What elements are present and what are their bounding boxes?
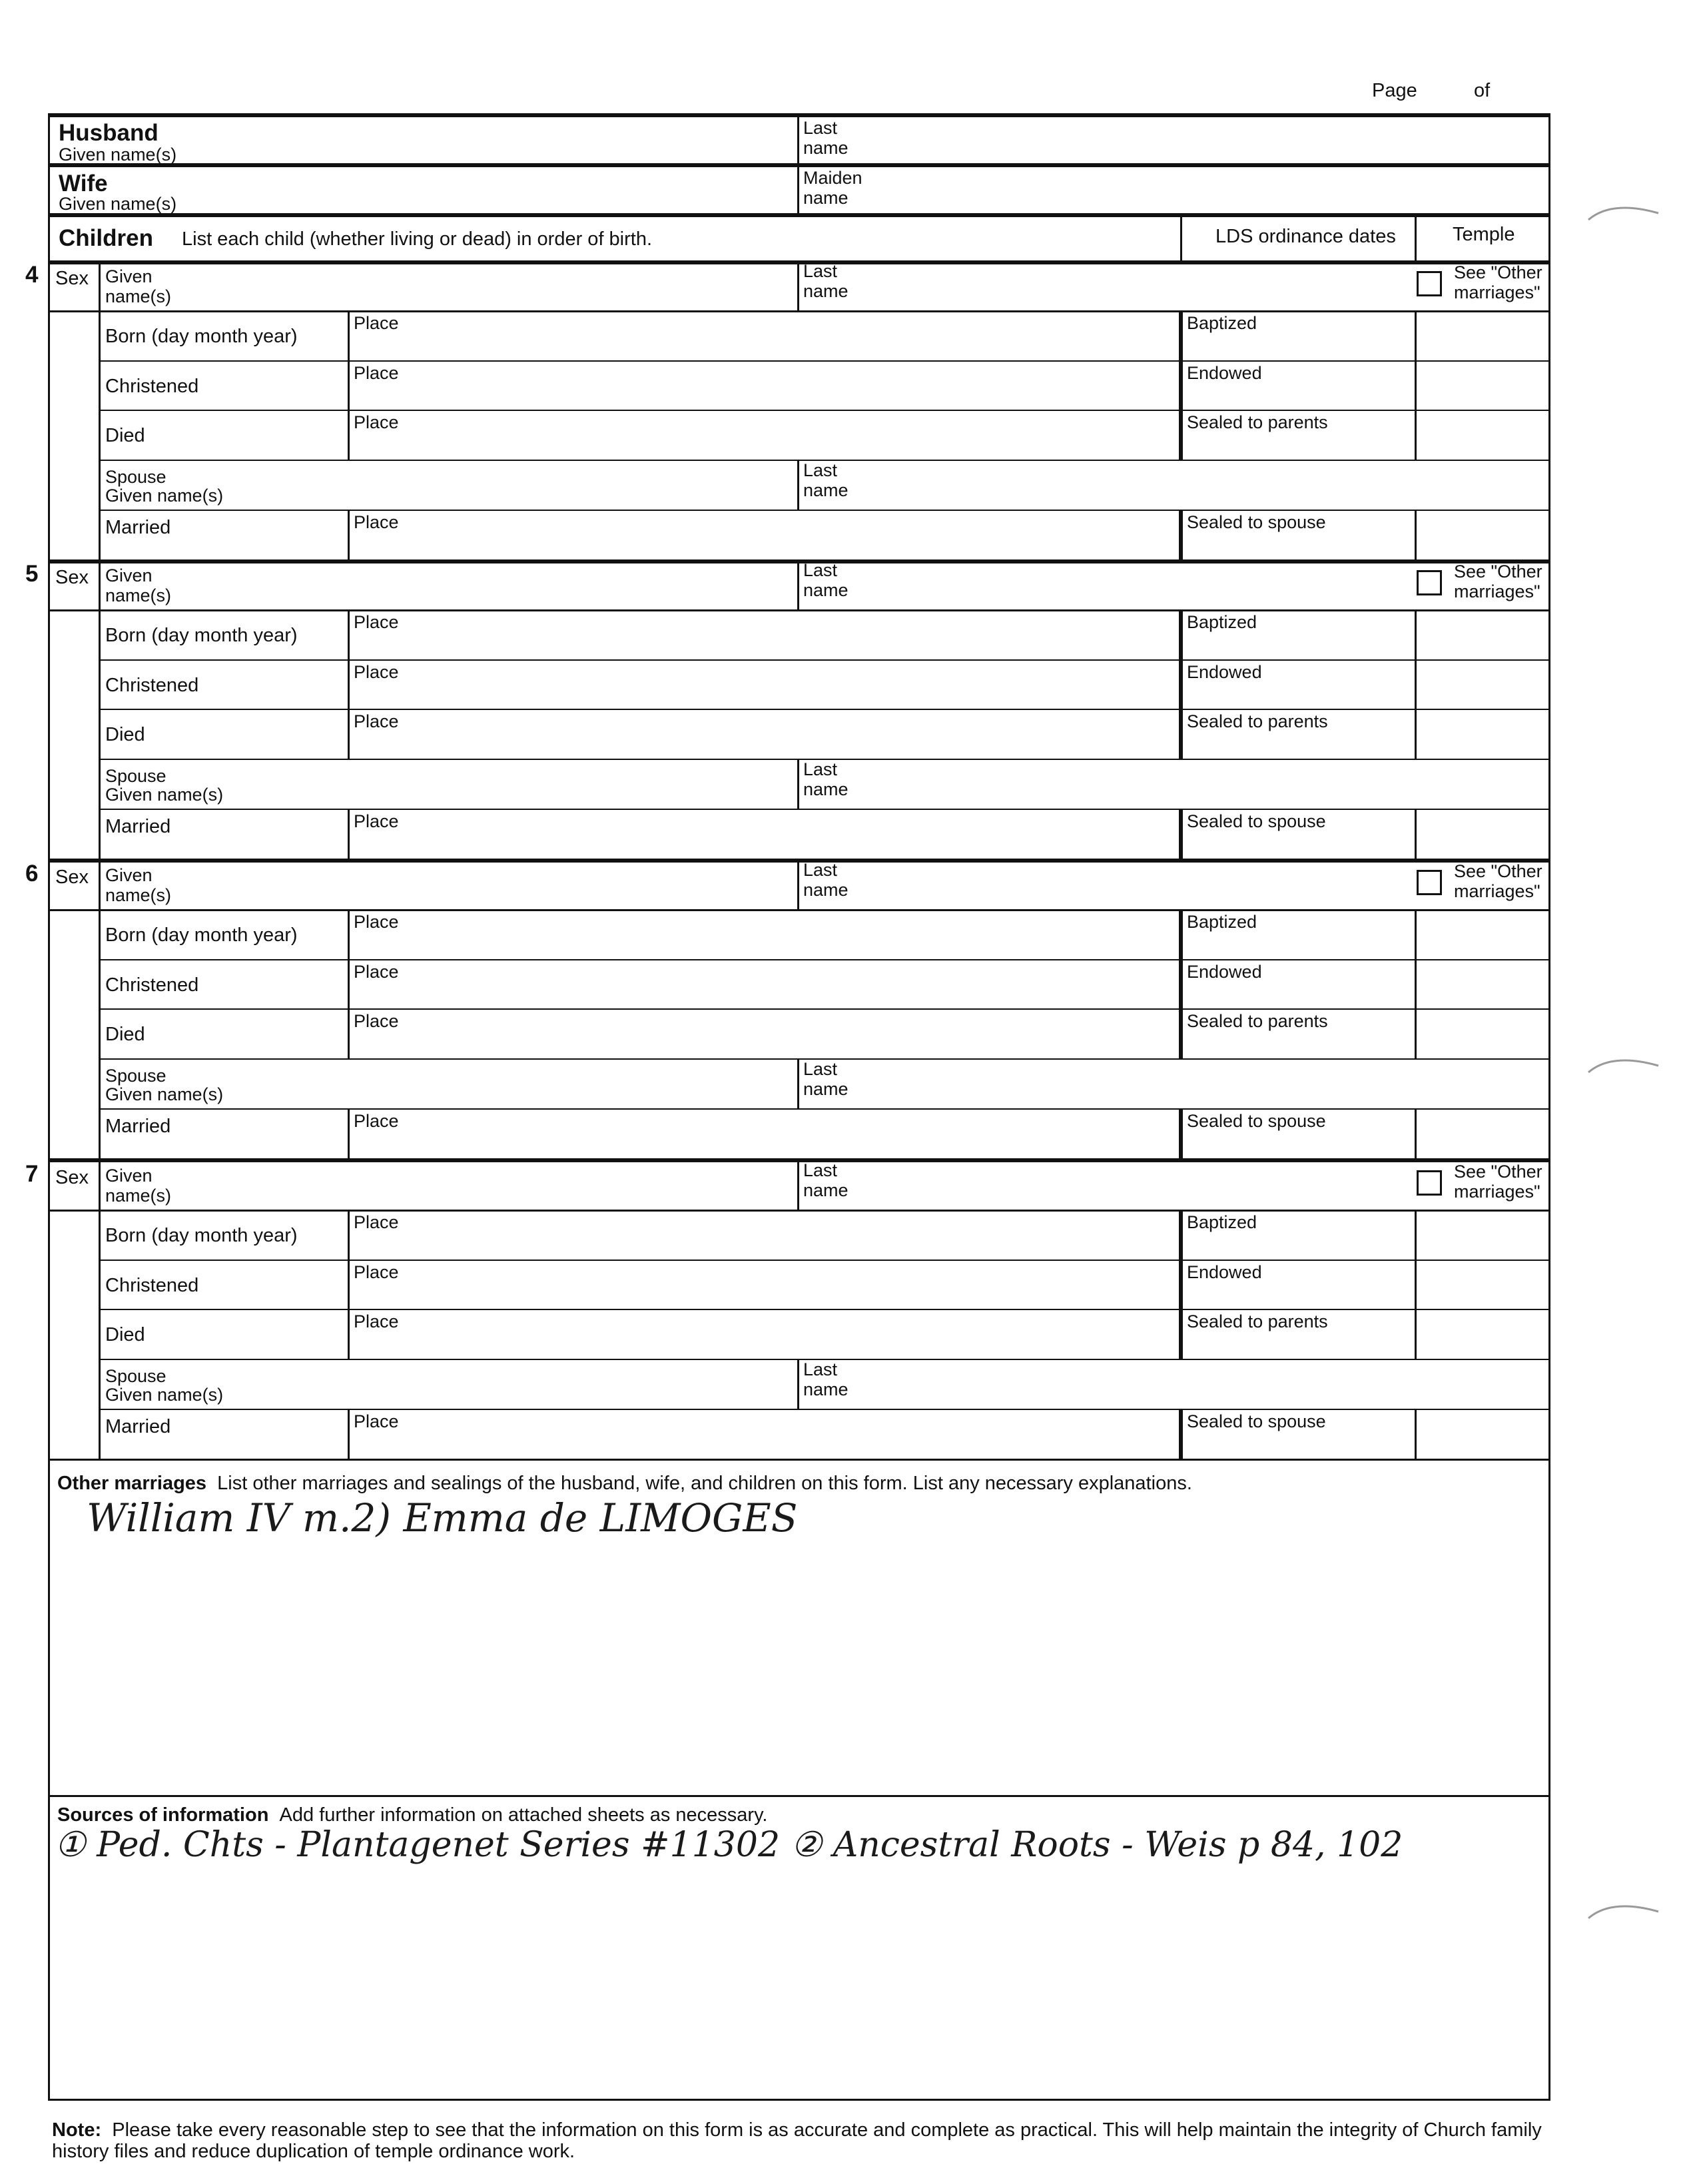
child-4-spouse-given-field[interactable] (260, 463, 793, 507)
child-5-spouse-last-field[interactable] (879, 762, 1545, 806)
child-6-last-label: Last (803, 860, 838, 880)
child-7-sealed-spouse-temple-divider (1415, 1409, 1417, 1459)
child-6-row-0-bottom (48, 909, 1548, 911)
child-6-last-name-field[interactable] (799, 860, 1399, 907)
binder-hole-mark-2 (1585, 1046, 1665, 1086)
child-6-died-place-label: Place (354, 1011, 399, 1031)
child-5-christened-label: Christened (105, 675, 199, 696)
child-4-married-lds-divider (1179, 510, 1183, 559)
child-4-spouse-label: Spouse (105, 467, 167, 487)
child-6-given-name-field[interactable] (101, 863, 794, 907)
child-7-sealed-spouse-date-field[interactable] (1184, 1432, 1411, 1456)
child-5-last-label-2: name (803, 580, 848, 600)
child-5-last-label: Last (803, 560, 838, 580)
lds-ordinance-label: LDS ordinance dates (1215, 226, 1396, 247)
binder-hole-mark-3 (1585, 1892, 1665, 1932)
child-5-christened-lds-divider (1179, 659, 1183, 709)
husband-given-label: Given name(s) (59, 145, 177, 165)
child-7-spouse-divider (797, 1359, 799, 1409)
child-4-spouse-divider (797, 460, 799, 510)
husband-last-name-field[interactable] (799, 115, 1548, 163)
wife-title: Wife (59, 171, 108, 196)
child-4-christened-row-bottom (99, 410, 1548, 411)
child-4-sealed_parents-date-field[interactable] (1184, 433, 1411, 457)
child-7-sealed-spouse-label: Sealed to spouse (1187, 1411, 1326, 1431)
child-7-born-label: Born (day month year) (105, 1225, 298, 1246)
child-6-married-label: Married (105, 1116, 171, 1137)
child-6-see-other-checkbox[interactable] (1417, 870, 1442, 895)
child-6-married-date-field[interactable] (233, 1132, 343, 1156)
child-6-married-place-field[interactable] (351, 1132, 1176, 1156)
child-5-married-date-divider (348, 809, 350, 859)
child-7-spouse-last-label: Last (803, 1359, 838, 1379)
child-6-spouse-row-bottom (99, 1108, 1548, 1110)
child-7-born-date-divider (348, 1210, 350, 1260)
children-title: Children (59, 225, 153, 251)
wife-given-label: Given name(s) (59, 194, 177, 214)
child-7-married-label: Married (105, 1416, 171, 1437)
child-7-see-other-checkbox[interactable] (1417, 1170, 1442, 1196)
other-marriages-title: Other marriages (57, 1473, 207, 1494)
child-6-born-place-label: Place (354, 912, 399, 932)
child-5-sex-divider (99, 559, 101, 609)
child-4-sealed_parents-label: Sealed to parents (1187, 412, 1328, 432)
child-6-sealed-spouse-temple-divider (1415, 1108, 1417, 1158)
child-5-born-place-field[interactable] (351, 633, 1176, 657)
child-4-died-date-field[interactable] (233, 433, 343, 457)
child-7-last-label-2: name (803, 1180, 848, 1200)
wife-name-label: name (803, 188, 848, 208)
child-5-died-date-field[interactable] (233, 732, 343, 756)
child-6-number: 6 (25, 861, 39, 887)
child-5-baptized-label: Baptized (1187, 612, 1257, 632)
child-7-sealed_parents-label: Sealed to parents (1187, 1311, 1328, 1331)
child-4-last-label-2: name (803, 281, 848, 301)
child-5-sealed-spouse-label: Sealed to spouse (1187, 811, 1326, 831)
child-4-baptized-label: Baptized (1187, 313, 1257, 333)
child-7-christened-date-divider (348, 1260, 350, 1309)
child-6-spouse-last-label-2: name (803, 1079, 848, 1099)
child-5-died-label: Died (105, 724, 145, 745)
child-6-sealed_parents-label: Sealed to parents (1187, 1011, 1328, 1031)
child-4-sealed-spouse-label: Sealed to spouse (1187, 512, 1326, 532)
child-7-born-date-field[interactable] (233, 1233, 343, 1257)
child-5-christened-row-bottom (99, 709, 1548, 710)
child-5-married-label: Married (105, 816, 171, 837)
child-5-spouse-divider (797, 759, 799, 809)
child-7-born-lds-divider (1179, 1210, 1183, 1260)
child-4-baptized-date-field[interactable] (1184, 334, 1411, 358)
child-7-endowed-temple-field[interactable] (1419, 1263, 1545, 1307)
child-4-married-date-field[interactable] (233, 533, 343, 557)
sources-heading (57, 1805, 767, 1825)
child-4-endowed-date-field[interactable] (1184, 384, 1411, 408)
child-6-born-place-field[interactable] (351, 932, 1176, 956)
child-7-block-bottom (48, 1459, 1548, 1461)
child-4-given-label-2: name(s) (105, 286, 172, 306)
child-6-married-place-label: Place (354, 1111, 399, 1131)
child-7-baptized-label: Baptized (1187, 1212, 1257, 1232)
child-7-spouse-row-bottom (99, 1409, 1548, 1410)
child-4-spouse-row-bottom (99, 510, 1548, 511)
child-6-married-date-divider (348, 1108, 350, 1158)
child-7-died-label: Died (105, 1324, 145, 1345)
child-6-sealed-spouse-date-field[interactable] (1184, 1132, 1411, 1156)
child-4-died-place-label: Place (354, 412, 399, 432)
child-7-christened-label: Christened (105, 1275, 199, 1296)
child-7-baptized-date-field[interactable] (1184, 1233, 1411, 1257)
child-4-born-date-divider (348, 310, 350, 360)
temple-header-divider (1415, 213, 1417, 262)
child-6-born-date-divider (348, 909, 350, 959)
child-6-given-label-2: name(s) (105, 885, 172, 905)
child-6-sex-label: Sex (55, 867, 89, 888)
child-4-sex-divider (99, 260, 101, 310)
child-4-baptized-temple-field[interactable] (1419, 314, 1545, 358)
other-marriages-entry[interactable]: William IV m.2) Emma de LIMOGES (87, 1495, 798, 1541)
child-6-see-other-label-2: marriages" (1454, 881, 1540, 901)
child-5-died-place-field[interactable] (351, 732, 1176, 756)
child-6-born-row-bottom (99, 959, 1548, 960)
child-5-endowed-label: Endowed (1187, 662, 1262, 682)
child-4-number: 4 (25, 262, 39, 288)
child-7-christened-lds-divider (1179, 1260, 1183, 1309)
note-line-1 (52, 2120, 1542, 2140)
child-5-christened-place-field[interactable] (351, 683, 1176, 707)
child-4-christened-lds-divider (1179, 360, 1183, 410)
child-7-see-other-label: See "Other (1454, 1162, 1542, 1182)
child-7-sealed_parents-temple-divider (1415, 1309, 1417, 1359)
child-7-married-lds-divider (1179, 1409, 1183, 1459)
child-7-spouse-given-field[interactable] (260, 1362, 793, 1406)
child-4-gutter-divider (99, 310, 101, 559)
child-4-baptized-temple-divider (1415, 310, 1417, 360)
child-5-row-0-bottom (48, 609, 1548, 611)
child-6-sealed_parents-temple-divider (1415, 1008, 1417, 1058)
child-5-endowed-date-field[interactable] (1184, 683, 1411, 707)
child-7-endowed-date-field[interactable] (1184, 1283, 1411, 1307)
child-5-see-other-label: See "Other (1454, 561, 1542, 581)
child-5-baptized-date-field[interactable] (1184, 633, 1411, 657)
child-5-married-date-field[interactable] (233, 832, 343, 856)
other-marriages-bottom (48, 1795, 1550, 1797)
child-7-baptized-temple-field[interactable] (1419, 1213, 1545, 1257)
child-5-spouse-label-2: Given name(s) (105, 785, 224, 805)
child-5-number: 5 (25, 561, 39, 587)
child-7-died-lds-divider (1179, 1309, 1183, 1359)
child-6-christened-date-field[interactable] (233, 982, 343, 1006)
child-5-born-date-field[interactable] (233, 633, 343, 657)
child-5-sealed_parents-date-field[interactable] (1184, 732, 1411, 756)
binder-hole-mark-1 (1585, 193, 1665, 233)
child-4-endowed-label: Endowed (1187, 363, 1262, 383)
child-6-sealed_parents-temple-field[interactable] (1419, 1012, 1545, 1056)
child-5-spouse-last-label: Last (803, 759, 838, 779)
child-4-born-place-field[interactable] (351, 334, 1176, 358)
child-4-given-name-field[interactable] (101, 264, 794, 308)
child-4-sex-label: Sex (55, 268, 89, 289)
child-6-born-date-field[interactable] (233, 932, 343, 956)
child-6-endowed-label: Endowed (1187, 962, 1262, 982)
child-7-married-place-label: Place (354, 1411, 399, 1431)
child-5-sealed-spouse-date-field[interactable] (1184, 832, 1411, 856)
lds-header-divider (1180, 213, 1182, 262)
child-5-given-label: Given (105, 565, 153, 585)
child-6-christened-place-field[interactable] (351, 982, 1176, 1006)
child-7-spouse-label-2: Given name(s) (105, 1385, 224, 1405)
child-7-number: 7 (25, 1161, 39, 1187)
child-6-christened-lds-divider (1179, 959, 1183, 1008)
child-6-born-lds-divider (1179, 909, 1183, 959)
child-4-spouse-label-2: Given name(s) (105, 486, 224, 506)
child-4-christened-place-field[interactable] (351, 384, 1176, 408)
child-4-endowed-temple-field[interactable] (1419, 364, 1545, 408)
child-5-spouse-last-label-2: name (803, 779, 848, 799)
child-4-row-0-bottom (48, 310, 1548, 312)
child-7-given-name-field[interactable] (101, 1163, 794, 1207)
children-instruction: List each child (whether living or dead) in order of birth. (182, 228, 653, 250)
form-right-border (1548, 113, 1550, 2100)
child-5-see-other-label-2: marriages" (1454, 581, 1540, 601)
husband-given-name-field[interactable] (50, 115, 796, 163)
child-7-born-place-field[interactable] (351, 1233, 1176, 1257)
child-5-christened-date-divider (348, 659, 350, 709)
child-5-sealed_parents-temple-divider (1415, 709, 1417, 759)
wife-bottom-border (48, 213, 1550, 217)
child-6-died-date-divider (348, 1008, 350, 1058)
child-4-born-date-field[interactable] (233, 334, 343, 358)
child-4-born-place-label: Place (354, 313, 399, 333)
child-4-see-other-label: See "Other (1454, 262, 1542, 282)
husband-title: Husband (59, 120, 159, 146)
child-4-sealed-spouse-temple-divider (1415, 510, 1417, 559)
child-7-endowed-temple-divider (1415, 1260, 1417, 1309)
child-4-died-place-field[interactable] (351, 433, 1176, 457)
child-4-sealed-spouse-temple-field[interactable] (1419, 513, 1545, 557)
child-7-last-name-field[interactable] (799, 1160, 1399, 1207)
child-5-gutter-divider (99, 609, 101, 859)
child-7-sealed_parents-temple-field[interactable] (1419, 1312, 1545, 1356)
child-5-spouse-given-field[interactable] (260, 762, 793, 806)
child-4-married-place-field[interactable] (351, 533, 1176, 557)
wife-maiden-label: Maiden (803, 168, 862, 188)
child-7-died-date-field[interactable] (233, 1332, 343, 1356)
child-4-endowed-temple-divider (1415, 360, 1417, 410)
child-7-endowed-label: Endowed (1187, 1262, 1262, 1282)
child-5-given-label-2: name(s) (105, 585, 172, 605)
child-7-christened-row-bottom (99, 1309, 1548, 1310)
child-5-given-name-field[interactable] (101, 563, 794, 607)
child-5-married-place-field[interactable] (351, 832, 1176, 856)
child-7-born-place-label: Place (354, 1212, 399, 1232)
child-5-died-lds-divider (1179, 709, 1183, 759)
temple-label: Temple (1453, 224, 1515, 245)
wife-maiden-name-field[interactable] (799, 167, 1548, 213)
child-4-died-label: Died (105, 425, 145, 446)
child-6-spouse-label-2: Given name(s) (105, 1084, 224, 1104)
page-label: Page (1372, 80, 1417, 101)
child-5-endowed-temple-divider (1415, 659, 1417, 709)
child-7-spouse-last-field[interactable] (879, 1362, 1545, 1406)
child-4-married-place-label: Place (354, 512, 399, 532)
child-6-spouse-divider (797, 1058, 799, 1108)
child-6-spouse-last-field[interactable] (879, 1062, 1545, 1106)
child-4-born-lds-divider (1179, 310, 1183, 360)
child-7-died-place-field[interactable] (351, 1332, 1176, 1356)
child-4-married-date-divider (348, 510, 350, 559)
child-5-sex-label: Sex (55, 567, 89, 588)
child-4-christened-date-field[interactable] (233, 384, 343, 408)
child-6-endowed-temple-field[interactable] (1419, 962, 1545, 1006)
child-4-christened-date-divider (348, 360, 350, 410)
child-4-last-label: Last (803, 261, 838, 281)
child-6-died-lds-divider (1179, 1008, 1183, 1058)
child-4-sealed_parents-temple-divider (1415, 410, 1417, 460)
child-6-gutter-divider (99, 909, 101, 1158)
child-7-married-date-divider (348, 1409, 350, 1459)
child-6-christened-place-label: Place (354, 962, 399, 982)
child-6-died-label: Died (105, 1024, 145, 1045)
child-7-sex-divider (99, 1160, 101, 1210)
child-5-born-row-bottom (99, 659, 1548, 661)
child-7-gutter-divider (99, 1210, 101, 1459)
child-7-born-row-bottom (99, 1260, 1548, 1261)
child-4-born-label: Born (day month year) (105, 326, 298, 347)
child-5-married-place-label: Place (354, 811, 399, 831)
child-6-baptized-label: Baptized (1187, 912, 1257, 932)
child-5-sealed-spouse-temple-field[interactable] (1419, 812, 1545, 856)
note-text-2: history files and reduce duplication of temple ordinance work. (52, 2141, 575, 2162)
form-bottom-border (48, 2099, 1550, 2101)
sources-instruction: Add further information on attached sheets as necessary. (279, 1804, 768, 1826)
child-4-sealed_parents-temple-field[interactable] (1419, 413, 1545, 457)
wife-given-name-field[interactable] (50, 167, 796, 213)
child-6-sex-divider (99, 859, 101, 909)
child-5-born-place-label: Place (354, 612, 399, 632)
child-6-spouse-given-field[interactable] (260, 1062, 793, 1106)
child-5-endowed-temple-field[interactable] (1419, 663, 1545, 707)
note-text-1: Please take every reasonable step to see that the information on this form is as accurate and complete as practical. This will help maintain the integrity of Church family (112, 2119, 1542, 2141)
child-4-given-label: Given (105, 266, 153, 286)
child-6-spouse-last-label: Last (803, 1059, 838, 1079)
child-5-died-date-divider (348, 709, 350, 759)
child-7-see-other-label-2: marriages" (1454, 1182, 1540, 1202)
other-marriages-heading (57, 1473, 1192, 1493)
child-5-last-name-field[interactable] (799, 560, 1399, 607)
child-4-died-lds-divider (1179, 410, 1183, 460)
child-7-sex-label: Sex (55, 1167, 89, 1188)
child-4-born-row-bottom (99, 360, 1548, 362)
child-6-born-label: Born (day month year) (105, 924, 298, 946)
child-6-baptized-temple-divider (1415, 909, 1417, 959)
note-title: Note: (52, 2119, 102, 2141)
child-5-see-other-checkbox[interactable] (1417, 570, 1442, 595)
child-4-christened-place-label: Place (354, 363, 399, 383)
child-6-married-lds-divider (1179, 1108, 1183, 1158)
child-7-given-label-2: name(s) (105, 1186, 172, 1206)
child-7-last-label: Last (803, 1160, 838, 1180)
child-5-died-place-label: Place (354, 711, 399, 731)
child-7-married-place-field[interactable] (351, 1432, 1176, 1456)
child-7-christened-place-field[interactable] (351, 1283, 1176, 1307)
child-6-died-place-field[interactable] (351, 1032, 1176, 1056)
child-6-died-date-field[interactable] (233, 1032, 343, 1056)
child-7-christened-place-label: Place (354, 1262, 399, 1282)
child-6-given-label: Given (105, 865, 153, 885)
child-4-christened-label: Christened (105, 376, 199, 397)
child-5-baptized-temple-divider (1415, 609, 1417, 659)
child-5-spouse-row-bottom (99, 809, 1548, 810)
child-5-baptized-temple-field[interactable] (1419, 613, 1545, 657)
child-6-sealed-spouse-temple-field[interactable] (1419, 1112, 1545, 1156)
child-7-row-0-bottom (48, 1210, 1548, 1212)
child-4-married-label: Married (105, 517, 171, 538)
child-5-born-lds-divider (1179, 609, 1183, 659)
child-7-married-date-field[interactable] (233, 1432, 343, 1456)
child-5-christened-date-field[interactable] (233, 683, 343, 707)
child-5-sealed_parents-label: Sealed to parents (1187, 711, 1328, 731)
child-5-married-lds-divider (1179, 809, 1183, 859)
child-7-died-date-divider (348, 1309, 350, 1359)
child-7-sealed-spouse-temple-field[interactable] (1419, 1412, 1545, 1456)
sources-entry[interactable]: ① Ped. Chts - Plantagenet Series #11302 ② Ancestral Roots - Weis p 84, 102 (55, 1825, 1403, 1865)
child-5-sealed_parents-temple-field[interactable] (1419, 712, 1545, 756)
child-4-last-name-field[interactable] (799, 261, 1399, 308)
child-6-christened-label: Christened (105, 974, 199, 996)
child-5-spouse-label: Spouse (105, 766, 167, 786)
child-7-christened-date-field[interactable] (233, 1283, 343, 1307)
child-6-endowed-temple-divider (1415, 959, 1417, 1008)
husband-last-label: Last (803, 118, 838, 138)
child-4-spouse-last-label-2: name (803, 480, 848, 500)
form-left-border (48, 113, 50, 2100)
child-7-died-place-label: Place (354, 1311, 399, 1331)
child-4-see-other-checkbox[interactable] (1417, 271, 1442, 296)
child-6-sealed-spouse-label: Sealed to spouse (1187, 1111, 1326, 1131)
child-6-christened-row-bottom (99, 1008, 1548, 1010)
child-6-sealed_parents-date-field[interactable] (1184, 1032, 1411, 1056)
child-4-spouse-last-field[interactable] (879, 463, 1545, 507)
child-5-born-date-divider (348, 609, 350, 659)
child-6-endowed-date-field[interactable] (1184, 982, 1411, 1006)
child-4-spouse-last-label: Last (803, 460, 838, 480)
child-4-died-date-divider (348, 410, 350, 460)
child-7-spouse-last-label-2: name (803, 1379, 848, 1399)
child-6-see-other-label: See "Other (1454, 861, 1542, 881)
child-6-baptized-temple-field[interactable] (1419, 912, 1545, 956)
husband-name-label: name (803, 138, 848, 158)
child-7-spouse-label: Spouse (105, 1366, 167, 1386)
child-6-christened-date-divider (348, 959, 350, 1008)
child-5-born-label: Born (day month year) (105, 625, 298, 646)
child-5-christened-place-label: Place (354, 662, 399, 682)
child-5-sealed-spouse-temple-divider (1415, 809, 1417, 859)
child-6-baptized-date-field[interactable] (1184, 932, 1411, 956)
child-6-spouse-label: Spouse (105, 1066, 167, 1086)
of-label: of (1474, 80, 1491, 101)
child-4-sealed-spouse-date-field[interactable] (1184, 533, 1411, 557)
sources-title: Sources of information (57, 1804, 269, 1826)
child-7-given-label: Given (105, 1166, 153, 1186)
child-4-see-other-label-2: marriages" (1454, 282, 1540, 302)
child-6-last-label-2: name (803, 880, 848, 900)
child-7-sealed_parents-date-field[interactable] (1184, 1332, 1411, 1356)
other-marriages-instruction: List other marriages and sealings of the husband, wife, and children on this form. List any necessary explanations. (217, 1473, 1192, 1494)
child-7-baptized-temple-divider (1415, 1210, 1417, 1260)
